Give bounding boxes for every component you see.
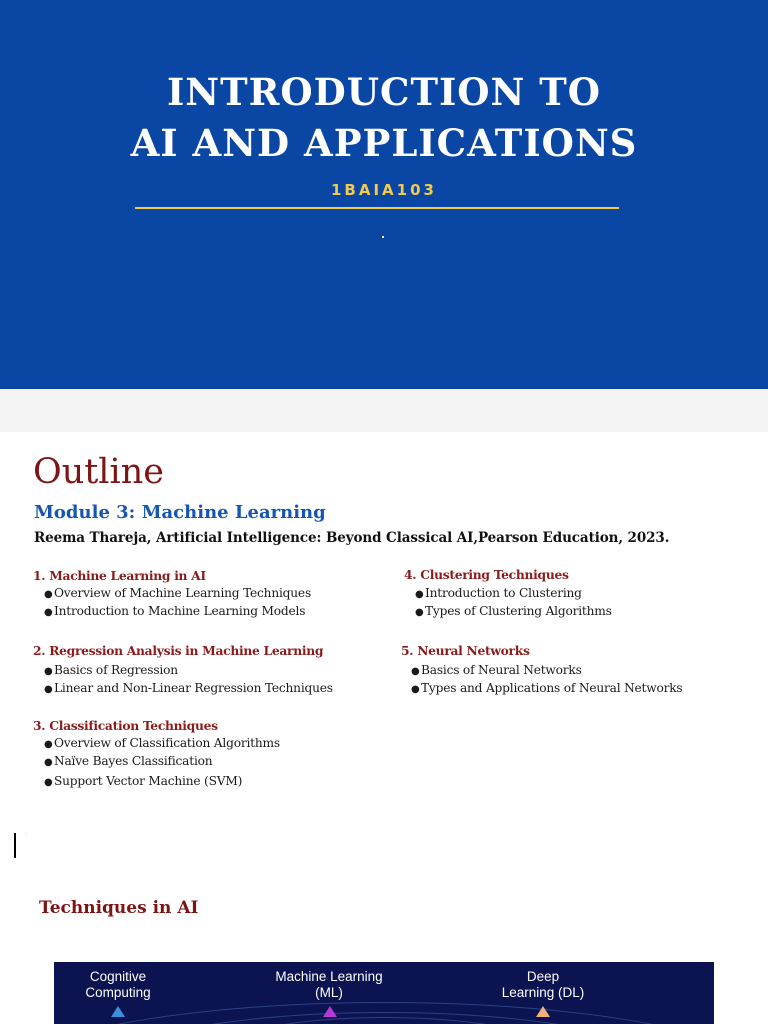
list-item: ●Naïve Bayes Classification <box>44 754 213 768</box>
module-title: Module 3: Machine Learning <box>34 502 326 523</box>
list-item: ●Types and Applications of Neural Networks <box>411 681 683 695</box>
tiny-marking: ~ <box>25 831 28 835</box>
page-gap <box>0 389 768 432</box>
techniques-diagram <box>54 962 714 1024</box>
course-code: 1BAIA103 <box>331 181 437 199</box>
list-item: ●Linear and Non-Linear Regression Techniques <box>44 681 333 695</box>
title-slide <box>0 0 768 389</box>
section-title: 4. Clustering Techniques <box>404 567 569 582</box>
list-item: ●Introduction to Clustering <box>415 586 582 600</box>
section-title: 3. Classification Techniques <box>33 718 218 733</box>
section-title: 5. Neural Networks <box>401 643 530 658</box>
list-item: ●Types of Clustering Algorithms <box>415 604 612 618</box>
list-item: ●Basics of Regression <box>44 663 178 677</box>
list-item: ●Basics of Neural Networks <box>411 663 582 677</box>
list-item: ●Introduction to Machine Learning Models <box>44 604 306 618</box>
section-title: 1. Machine Learning in AI <box>33 568 206 583</box>
list-item: ●Overview of Machine Learning Techniques <box>44 586 311 600</box>
techniques-heading: Techniques in AI <box>39 898 199 918</box>
triangle-marker-icon <box>536 1006 550 1017</box>
text-cursor <box>14 833 16 858</box>
slide-title-line1: INTRODUCTION TO <box>167 70 601 114</box>
list-item: ●Overview of Classification Algorithms <box>44 736 280 750</box>
slide-title-line2: AI AND APPLICATIONS <box>130 121 638 165</box>
title-divider <box>135 207 619 209</box>
triangle-marker-icon <box>323 1006 337 1017</box>
triangle-marker-icon <box>111 1006 125 1017</box>
list-item: ●Support Vector Machine (SVM) <box>44 774 243 788</box>
reference-text: Reema Thareja, Artificial Intelligence: Beyond Classical AI,Pearson Education, 2023. <box>34 530 670 546</box>
outline-heading: Outline <box>33 452 164 492</box>
deep-learning-label: Deep Learning (DL) <box>501 969 585 1000</box>
slide-dot <box>382 236 384 238</box>
section-title: 2. Regression Analysis in Machine Learning <box>33 643 324 658</box>
cognitive-computing-label: Cognitive Computing <box>85 969 151 1000</box>
machine-learning-label: Machine Learning (ML) <box>275 969 383 1000</box>
